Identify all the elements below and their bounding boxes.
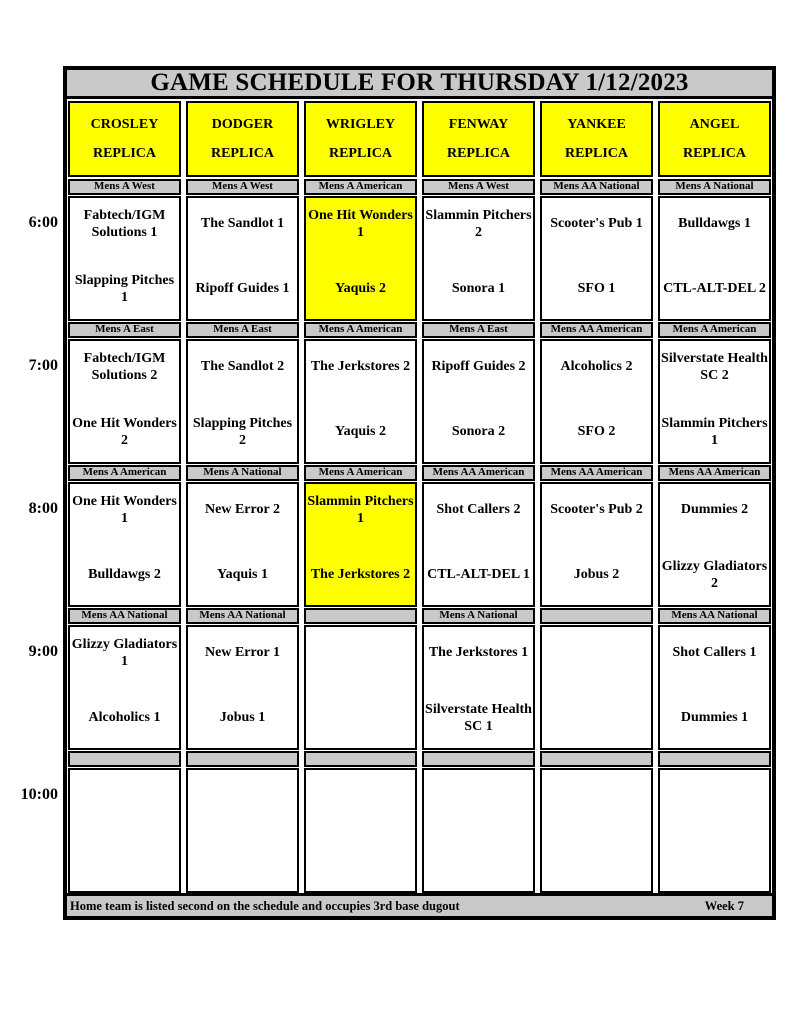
game-cell bbox=[186, 482, 299, 607]
division-label: Mens A National bbox=[658, 179, 771, 195]
game-row bbox=[68, 482, 771, 607]
division-label: Mens A American bbox=[658, 322, 771, 338]
home-team: Jobus 1 bbox=[219, 710, 266, 726]
division-label: Mens A National bbox=[422, 608, 535, 624]
away-team: The Jerkstores 1 bbox=[428, 645, 529, 661]
away-team: New Error 1 bbox=[205, 645, 280, 661]
time-slot-600 bbox=[28, 178, 772, 321]
home-team bbox=[543, 697, 650, 739]
away-team: Bulldawgs 1 bbox=[678, 216, 751, 232]
away-team bbox=[307, 632, 414, 674]
game-cell bbox=[540, 768, 653, 893]
away-team: Scooter's Pub 1 bbox=[550, 216, 643, 232]
away-team: Shot Callers 1 bbox=[672, 645, 757, 661]
away-team: The Sandlot 1 bbox=[200, 216, 285, 232]
footer-week: Week 7 bbox=[704, 898, 744, 913]
away-team: Slammin Pitchers 2 bbox=[425, 207, 532, 240]
division-band-row bbox=[68, 608, 771, 624]
away-team: Fabtech/IGM Solutions 1 bbox=[83, 207, 166, 240]
venue-name: ANGEL bbox=[689, 116, 740, 132]
game-row bbox=[68, 768, 771, 893]
game-cell bbox=[422, 196, 535, 321]
division-label: Mens A East bbox=[422, 322, 535, 338]
game-cell bbox=[540, 196, 653, 321]
venue-subname: REPLICA bbox=[210, 145, 274, 161]
home-team bbox=[307, 697, 414, 739]
home-team: Glizzy Gladiators 2 bbox=[661, 558, 768, 591]
venue-header-crosley bbox=[68, 101, 181, 177]
home-team: Yaquis 1 bbox=[217, 567, 268, 583]
division-label: Mens AA American bbox=[658, 465, 771, 481]
venue-header-fenway bbox=[422, 101, 535, 177]
time-slot-800 bbox=[28, 464, 772, 607]
venue-name: YANKEE bbox=[567, 116, 626, 132]
away-team: Slammin Pitchers 1 bbox=[307, 493, 414, 526]
division-label: Mens AA National bbox=[540, 179, 653, 195]
home-team bbox=[307, 840, 414, 882]
home-team: Ripoff Guides 1 bbox=[195, 281, 290, 297]
venue-header-angel bbox=[658, 101, 771, 177]
away-team bbox=[661, 775, 768, 817]
division-label bbox=[658, 751, 771, 767]
venue-header-yankee bbox=[540, 101, 653, 177]
division-label: Mens A West bbox=[68, 179, 181, 195]
division-band-row bbox=[68, 465, 771, 481]
game-cell bbox=[422, 625, 535, 750]
home-team: Slapping Pitches 1 bbox=[74, 272, 175, 305]
game-cell bbox=[658, 196, 771, 321]
division-label: Mens A American bbox=[68, 465, 181, 481]
division-label: Mens A National bbox=[186, 465, 299, 481]
away-team: One Hit Wonders 1 bbox=[72, 493, 177, 526]
time-label: 9:00 bbox=[28, 643, 58, 660]
away-team bbox=[543, 775, 650, 817]
home-team bbox=[189, 840, 296, 882]
division-band-row bbox=[68, 751, 771, 767]
time-slot-700 bbox=[28, 321, 772, 464]
game-cell bbox=[186, 768, 299, 893]
home-team: CTL-ALT-DEL 1 bbox=[427, 567, 530, 583]
home-team: Dummies 1 bbox=[680, 710, 749, 726]
home-team: One Hit Wonders 2 bbox=[72, 415, 177, 448]
page-title: GAME SCHEDULE FOR THURSDAY 1/12/2023 bbox=[67, 70, 772, 99]
division-label: Mens A American bbox=[304, 322, 417, 338]
division-label: Mens A American bbox=[304, 465, 417, 481]
away-team bbox=[425, 775, 532, 817]
game-cell bbox=[658, 339, 771, 464]
game-cell bbox=[304, 482, 417, 607]
game-cell bbox=[68, 339, 181, 464]
home-team bbox=[543, 840, 650, 882]
division-label: Mens A East bbox=[186, 322, 299, 338]
away-team bbox=[189, 775, 296, 817]
venue-subname: REPLICA bbox=[92, 145, 156, 161]
game-cell bbox=[304, 768, 417, 893]
home-team: Slapping Pitches 2 bbox=[192, 415, 293, 448]
game-cell bbox=[186, 196, 299, 321]
division-label bbox=[540, 751, 653, 767]
away-team: The Jerkstores 2 bbox=[310, 359, 411, 375]
away-team: Ripoff Guides 2 bbox=[431, 359, 526, 375]
game-row bbox=[68, 339, 771, 464]
division-label: Mens AA National bbox=[658, 608, 771, 624]
game-cell bbox=[422, 768, 535, 893]
game-cell bbox=[186, 339, 299, 464]
home-team: Yaquis 2 bbox=[335, 281, 386, 297]
division-band-row bbox=[68, 322, 771, 338]
game-cell bbox=[422, 482, 535, 607]
venue-subname: REPLICA bbox=[446, 145, 510, 161]
home-team: Slammin Pitchers 1 bbox=[661, 415, 768, 448]
venue-subname: REPLICA bbox=[682, 145, 746, 161]
home-team: Silverstate Health SC 1 bbox=[425, 701, 532, 734]
away-team: Dummies 2 bbox=[680, 502, 749, 518]
game-row bbox=[68, 625, 771, 750]
division-label: Mens AA American bbox=[422, 465, 535, 481]
venue-subname: REPLICA bbox=[564, 145, 628, 161]
home-team: Bulldawgs 2 bbox=[88, 567, 161, 583]
game-cell bbox=[68, 482, 181, 607]
game-cell bbox=[658, 768, 771, 893]
away-team: Glizzy Gladiators 1 bbox=[71, 636, 178, 669]
away-team: New Error 2 bbox=[205, 502, 280, 518]
home-team: Jobus 2 bbox=[573, 567, 620, 583]
away-team: Silverstate Health SC 2 bbox=[661, 350, 768, 383]
away-team bbox=[71, 775, 178, 817]
division-label bbox=[186, 751, 299, 767]
time-label: 10:00 bbox=[20, 786, 58, 803]
home-team bbox=[661, 840, 768, 882]
home-team: Sonora 2 bbox=[451, 424, 506, 440]
home-team bbox=[425, 840, 532, 882]
time-slot-container bbox=[20, 178, 772, 893]
away-team: Shot Callers 2 bbox=[436, 502, 521, 518]
time-label: 8:00 bbox=[28, 500, 58, 517]
home-team: SFO 1 bbox=[577, 281, 616, 297]
home-team: CTL-ALT-DEL 2 bbox=[663, 281, 766, 297]
away-team: One Hit Wonders 1 bbox=[308, 207, 413, 240]
venue-name: WRIGLEY bbox=[325, 116, 396, 132]
division-label: Mens A West bbox=[186, 179, 299, 195]
venue-header-dodger bbox=[186, 101, 299, 177]
venue-header-row bbox=[67, 99, 772, 178]
game-cell bbox=[658, 625, 771, 750]
division-band-row bbox=[68, 179, 771, 195]
game-cell bbox=[540, 339, 653, 464]
away-team: Fabtech/IGM Solutions 2 bbox=[83, 350, 166, 383]
away-team: The Sandlot 2 bbox=[200, 359, 285, 375]
game-cell bbox=[304, 196, 417, 321]
venue-header-wrigley bbox=[304, 101, 417, 177]
home-team: Sonora 1 bbox=[451, 281, 506, 297]
time-label: 6:00 bbox=[28, 214, 58, 231]
division-label: Mens AA American bbox=[540, 465, 653, 481]
venue-name: DODGER bbox=[211, 116, 274, 132]
time-label: 7:00 bbox=[28, 357, 58, 374]
division-label: Mens A American bbox=[304, 179, 417, 195]
division-label bbox=[540, 608, 653, 624]
game-cell bbox=[68, 625, 181, 750]
venue-name: FENWAY bbox=[448, 116, 509, 132]
time-slot-900 bbox=[28, 607, 772, 750]
away-team: Scooter's Pub 2 bbox=[550, 502, 643, 518]
schedule-table bbox=[20, 66, 776, 920]
game-cell bbox=[658, 482, 771, 607]
home-team bbox=[71, 840, 178, 882]
game-cell bbox=[186, 625, 299, 750]
game-row bbox=[68, 196, 771, 321]
away-team bbox=[307, 775, 414, 817]
division-label: Mens AA National bbox=[186, 608, 299, 624]
division-label: Mens AA National bbox=[68, 608, 181, 624]
division-label: Mens A East bbox=[68, 322, 181, 338]
time-slot-1000 bbox=[20, 750, 772, 893]
game-cell bbox=[304, 625, 417, 750]
division-label: Mens A West bbox=[422, 179, 535, 195]
game-cell bbox=[540, 482, 653, 607]
venue-subname: REPLICA bbox=[328, 145, 392, 161]
division-label bbox=[422, 751, 535, 767]
game-cell bbox=[68, 768, 181, 893]
home-team: Yaquis 2 bbox=[335, 424, 386, 440]
footer-note: Home team is listed second on the schedule and occupies 3rd base dugout bbox=[70, 898, 460, 913]
home-team: The Jerkstores 2 bbox=[310, 567, 411, 583]
division-label: Mens AA American bbox=[540, 322, 653, 338]
home-team: Alcoholics 1 bbox=[88, 710, 161, 726]
division-label bbox=[304, 751, 417, 767]
venue-name: CROSLEY bbox=[90, 116, 159, 132]
away-team: Alcoholics 2 bbox=[560, 359, 633, 375]
home-team: SFO 2 bbox=[577, 424, 616, 440]
game-cell bbox=[422, 339, 535, 464]
game-cell bbox=[68, 196, 181, 321]
game-cell bbox=[540, 625, 653, 750]
division-label bbox=[68, 751, 181, 767]
away-team bbox=[543, 632, 650, 674]
division-label bbox=[304, 608, 417, 624]
game-cell bbox=[304, 339, 417, 464]
footer-bar bbox=[67, 893, 772, 916]
